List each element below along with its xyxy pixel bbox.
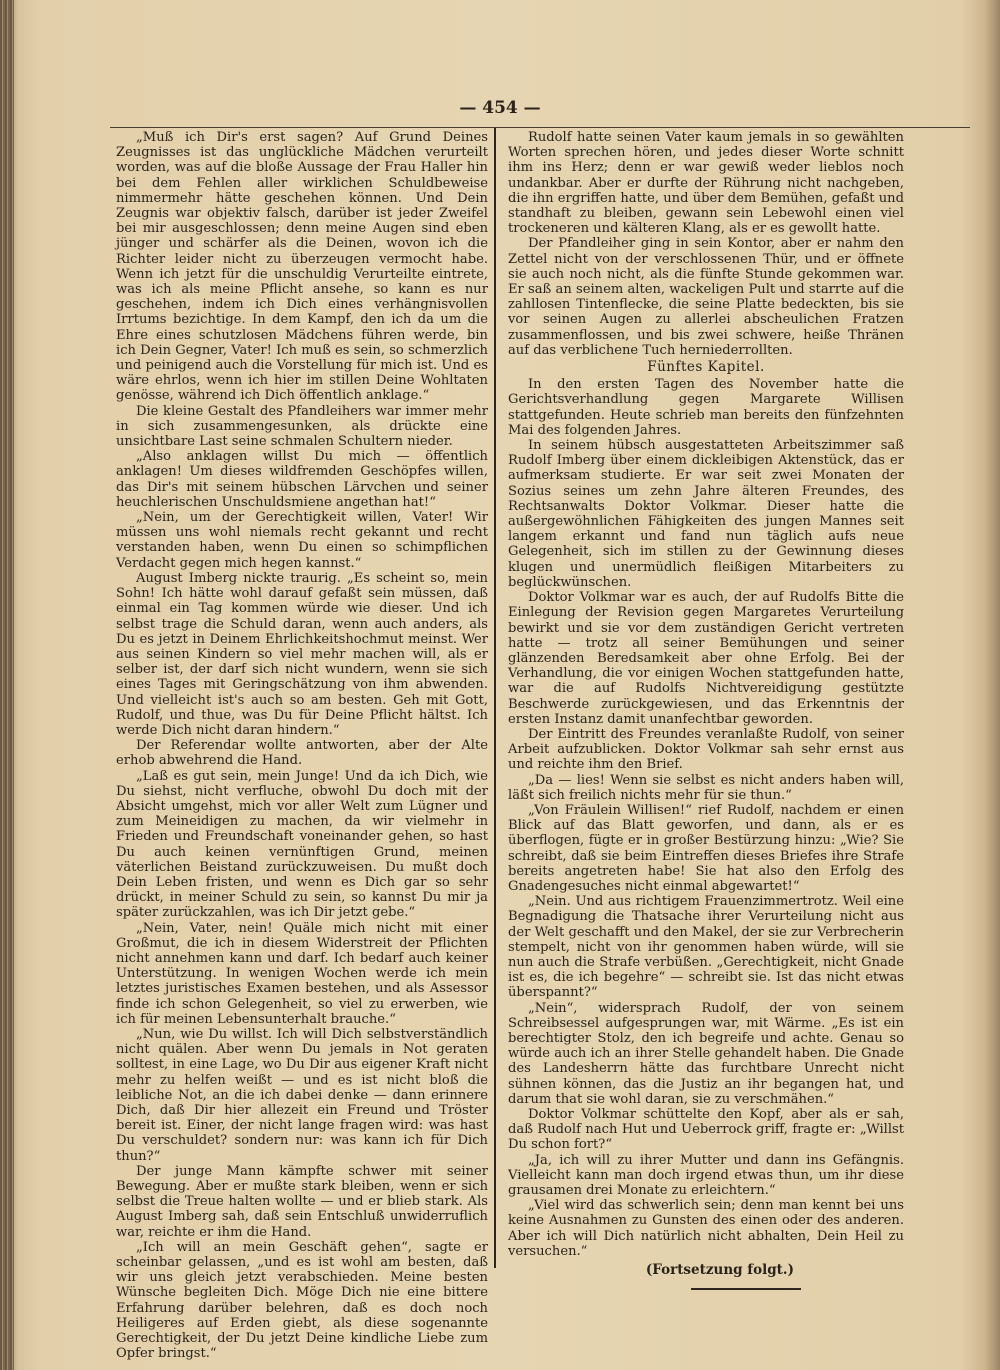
paragraph: „Von Fräulein Willisen!“ rief Rudolf, nachdem er einen Blick auf das Blatt geworfen, und dann, als er es überflogen, fügte er in großer Bestürzung hinzu: „Wie? Sie schreibt, daß sie beim Eintreffen dieses Briefes ihre Strafe bereits angetreten habe! Sie hat also den Erfolg des Gnadengesuches nicht einmal abgewartet!“ [508, 802, 904, 894]
left-column [116, 130, 488, 1361]
binding-edge [0, 0, 14, 1370]
paragraph: „Viel wird das schwerlich sein; denn man kennt bei uns keine Ausnahmen zu Gunsten des einen oder des anderen. Aber ich will Dich natürlich nicht abhalten, Dein Heil zu versuchen.“ [508, 1198, 904, 1259]
continued-label: (Fortsetzung folgt.) [645, 1262, 794, 1279]
paragraph: Der junge Mann kämpfte schwer mit seiner Bewegung. Aber er mußte stark bleiben, wenn er sich selbst die Treue halten wollte — und er blieb stark. Als August Imberg sah, daß sein Entschluß unwiderruflich war, reichte er ihm die Hand. [116, 1163, 488, 1240]
paragraph: „Nein, um der Gerechtigkeit willen, Vater! Wir müssen uns wohl niemals recht gekannt und recht verstanden haben, wenn Du einen so schimpflichen Verdacht gegen mich hegen kannst.“ [116, 510, 488, 571]
paragraph: „Ich will an mein Geschäft gehen“, sagte er scheinbar gelassen, „und es ist wohl am besten, daß wir uns gleich jetzt verabschieden. Meine besten Wünsche begleiten Dich. Möge Dich nie eine bittere Erfahrung darüber belehren, daß es doch noch Heiligeres auf Erden giebt, als diese sogenannte Gerechtigkeit, der Du jetzt Deine kindliche Liebe zum Opfer bringst.“ [116, 1239, 488, 1362]
right-column [508, 130, 904, 1290]
paragraph: „Da — lies! Wenn sie selbst es nicht anders haben will, läßt sich freilich nichts mehr für sie thun.“ [508, 772, 904, 803]
page-number: — 454 — [459, 98, 541, 118]
paragraph: Der Pfandleiher ging in sein Kontor, aber er nahm den Zettel nicht von der verschlossenen Thür, und er öffnete sie auch noch nicht, als die fünfte Stunde gekommen war. Er saß an seinem alten, wackeligen Pult und starrte auf die zahllosen Tintenflecke, die seine Platte bedeckten, bis sie vor seinen Augen zu allerlei abscheulichen Fratzen zusammenflossen, und bis zwei schwere, heiße Thränen auf das verblichene Tuch herniederrollten. [508, 236, 904, 358]
paragraph: Doktor Volkmar schüttelte den Kopf, aber als er sah, daß Rudolf nach Hut und Ueberrock griff, fragte er: „Willst Du schon fort?“ [508, 1107, 904, 1153]
end-rule [691, 1288, 801, 1290]
paragraph: „Nein, Vater, nein! Quäle mich nicht mit einer Großmut, die ich in diesem Widerstreit der Pflichten nicht annehmen kann und darf. Ich bedarf auch keiner Unterstützung. In wenigen Wochen werde ich mein letztes juristisches Examen bestehen, und als Assessor finde ich schon Gelegenheit, so viel zu erwerben, wie ich für meinen Lebensunterhalt brauche.“ [116, 920, 488, 1027]
paragraph: In den ersten Tagen des November hatte die Gerichtsverhandlung gegen Margarete Willisen stattgefunden. Heute schrieb man bereits den fünfzehnten Mai des folgenden Jahres. [508, 377, 904, 438]
paragraph: „Nein“, widersprach Rudolf, der von seinem Schreibsessel aufgesprungen war, mit Wärme. „Es ist ein berechtigter Stolz, den ich begreife und achte. Genau so würde auch ich an ihrer Stelle gehandelt haben. Die Gnade des Landesherrn hätte das furchtbare Unrecht nicht sühnen können, das die Justiz an ihr begangen hat, und darum that sie wohl daran, sie zu verschmähen.“ [508, 1000, 904, 1107]
paragraph: Der Eintritt des Freundes veranlaßte Rudolf, von seiner Arbeit aufzublicken. Doktor Volkmar sah sehr ernst aus und reichte ihm den Brief. [508, 726, 904, 773]
paragraph: „Laß es gut sein, mein Junge! Und da ich Dich, wie Du siehst, nicht verfluche, obwohl Du doch mit der Absicht umgehst, mich vor aller Welt zum Lügner und zum Meineidigen zu machen, da wir vielmehr in Frieden und Freundschaft voneinander gehen, so hast Du auch keinen vernünftigen Grund, meinen väterlichen Beistand zurückzuweisen. Du mußt doch Dein Leben fristen, und wenn es Dich gar so sehr drückt, in meiner Schuld zu sein, so kannst Du mir ja später zurückzahlen, was ich Dir jetzt gebe.“ [116, 768, 488, 921]
paragraph: „Also anklagen willst Du mich — öffentlich anklagen! Um dieses wildfremden Geschöpfes willen, das Dir's mit seinem hübschen Lärvchen und seiner heuchlerischen Unschuldsmiene angethan hat!“ [116, 449, 488, 510]
paragraph: Rudolf hatte seinen Vater kaum jemals in so gewählten Worten sprechen hören, und jedes dieser Worte schnitt ihm ins Herz; denn er war gewiß weder lieblos noch undankbar. Aber er durfte der Rührung nicht nachgeben, die ihn ergriffen hatte, und über dem Bemühen, gefaßt und standhaft zu bleiben, gewann sein Lebewohl einen viel trockeneren und kälteren Klang, als er es gewollt hatte. [508, 130, 904, 237]
paragraph: „Nein. Und aus richtigem Frauenzimmertrotz. Weil eine Begnadigung die Thatsache ihrer Verurteilung nicht aus der Welt geschafft und den Makel, der sie zur Verbrecherin stempelt, nicht von ihr genommen haben würde, will sie nun auch die Strafe verbüßen. „Gerechtigkeit, nicht Gnade ist es, die ich begehre“ — schreibt sie. Ist das nicht etwas überspannt?“ [508, 894, 904, 1001]
column-divider [494, 128, 496, 1268]
header-rule [110, 127, 970, 128]
right-column-part-1 [508, 130, 904, 358]
paragraph: In seinem hübsch ausgestatteten Arbeitszimmer saß Rudolf Imberg über einem dickleibigen Aktenstück, das er aufmerksam studierte. Er war seit zwei Monaten der Sozius seines um zehn Jahre älteren Freundes, des Rechtsanwalts Doktor Volkmar. Dieser hatte die außergewöhnlichen Fähigkeiten des jungen Mannes seit langem erkannt und fand nun täglich aufs neue Gelegenheit, sich im stillen zu der Gewinnung dieses klugen und unermüdlich fleißigen Mitarbeiters zu beglückwünschen. [508, 438, 904, 590]
paragraph: „Ja, ich will zu ihrer Mutter und dann ins Gefängnis. Vielleicht kann man doch irgend etwas thun, um ihr diese grausamen drei Monate zu erleichtern.“ [508, 1152, 904, 1199]
paragraph: Doktor Volkmar war es auch, der auf Rudolfs Bitte die Einlegung der Revision gegen Margaretes Verurteilung bewirkt und sie vor dem zuständigen Gericht vertreten hatte — trotz all seiner Bemühungen und seiner glänzenden Beredsamkeit aber ohne Erfolg. Bei der Verhandlung, die vor einigen Wochen stattgefunden hatte, war die auf Rudolfs Nichtvereidigung gestützte Beschwerde zurückgewiesen, und das Erkenntnis der ersten Instanz damit unanfechtbar geworden. [508, 590, 904, 727]
right-column-part-2 [508, 377, 904, 1259]
chapter-heading: Fünftes Kapitel. [647, 359, 765, 376]
paragraph: „Nun, wie Du willst. Ich will Dich selbstverständlich nicht quälen. Aber wenn Du jemals in Not geraten solltest, in eine Lage, wo Du Dir aus eigener Kraft nicht mehr zu helfen weißt — und es ist nicht bloß die leibliche Not, an die ich dabei denke — dann erinnere Dich, daß Dir hier allezeit ein Freund und Tröster bereit ist. Einer, der nicht lange fragen wird: was hast Du verschuldet? sondern nur: was kann ich für Dich thun?“ [116, 1026, 488, 1164]
paragraph: August Imberg nickte traurig. „Es scheint so, mein Sohn! Ich hätte wohl darauf gefaßt sein müssen, daß einmal ein Tag kommen würde wie dieser. Und ich selbst trage die Schuld daran, wenn auch anders, als Du es jetzt in Deinem Ehrlichkeitshochmut meinst. Wer aus seinen Kindern so viel mehr machen will, als er selber ist, der darf sich nicht wundern, wenn sie sich eines Tages mit Geringschätzung von ihm abwenden. Und vielleicht ist's auch so am besten. Geh mit Gott, Rudolf, und thue, was Du für Deine Pflicht hältst. Ich werde Dich nicht daran hindern.“ [116, 570, 488, 738]
paragraph: „Muß ich Dir's erst sagen? Auf Grund Deines Zeugnisses ist das unglückliche Mädchen verurteilt worden, was auf die bloße Aussage der Frau Haller hin bei dem Fehlen aller wirklichen Schuldbeweise nimmermehr hätte geschehen können. Und Dein Zeugnis war objektiv falsch, darüber ist jeder Zweifel bei mir ausgeschlossen; denn meine Augen sind eben jünger und schärfer als die Deinen, wovon ich die Richter leider nicht zu überzeugen vermocht habe. Wenn ich jetzt für die unschuldig Verurteilte eintrete, was ich als meine Pflicht ansehe, so kann es nur geschehen, indem ich Dich eines verhängnisvollen Irrtums bezichtige. In dem Kampf, den ich da um die Ehre eines schutzlosen Mädchens führen werde, bin ich Dein Gegner, Vater! Ich muß es sein, so schmerzlich und peinigend auch die Vorstellung für mich ist. Und es wäre ehrlos, wenn ich hier im stillen Deine Wohltaten genösse, während ich Dich öffentlich anklage.“ [116, 130, 488, 404]
paragraph: Die kleine Gestalt des Pfandleihers war immer mehr in sich zusammengesunken, als drückte eine unsichtbare Last seine schmalen Schultern nieder. [116, 403, 488, 450]
paragraph: Der Referendar wollte antworten, aber der Alte erhob abwehrend die Hand. [116, 738, 488, 769]
